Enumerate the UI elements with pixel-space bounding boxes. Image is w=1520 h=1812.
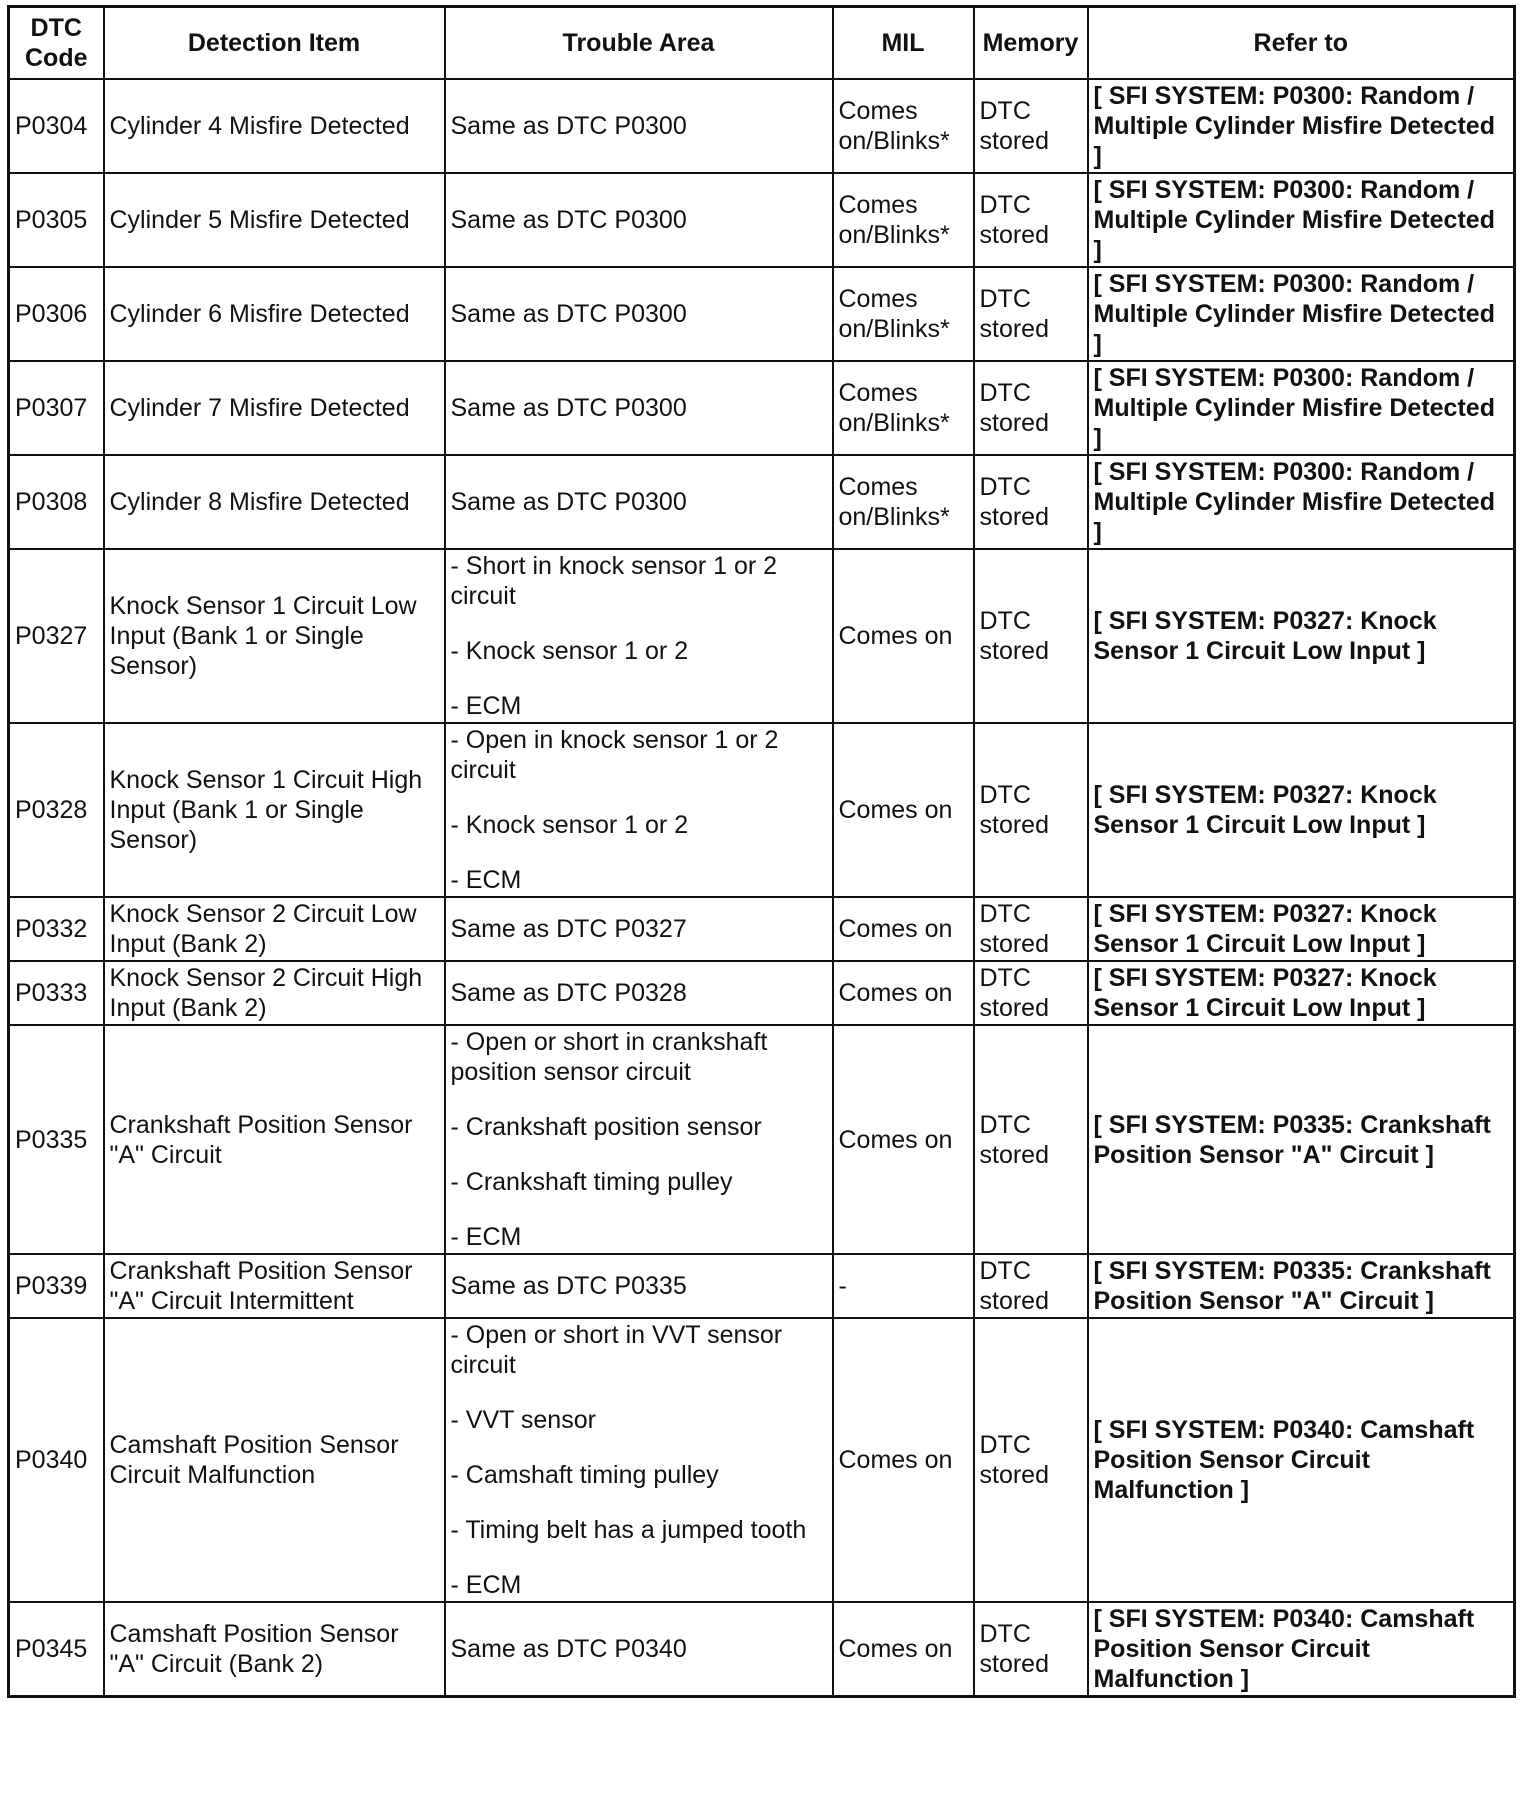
mil-cell: Comes on bbox=[833, 1318, 974, 1602]
refer-to-cell: [ SFI SYSTEM: P0300: Random / Multiple Cylinder Misfire Detected ] bbox=[1088, 267, 1515, 361]
mil-cell: Comes on bbox=[833, 723, 974, 897]
mil-cell: - bbox=[833, 1254, 974, 1318]
dtc-code-cell: P0335 bbox=[9, 1025, 104, 1254]
dtc-code-cell: P0340 bbox=[9, 1318, 104, 1602]
table-row bbox=[9, 897, 1515, 961]
memory-cell: DTC stored bbox=[974, 267, 1088, 361]
trouble-area-cell bbox=[445, 267, 833, 361]
trouble-area-line: - ECM bbox=[450, 1223, 522, 1251]
table-row bbox=[9, 267, 1515, 361]
detection-item-cell: Cylinder 5 Misfire Detected bbox=[104, 173, 445, 267]
detection-item-cell: Knock Sensor 2 Circuit Low Input (Bank 2) bbox=[104, 897, 445, 961]
mil-cell: Comes on/Blinks* bbox=[833, 455, 974, 549]
trouble-area-line: - Open in knock sensor 1 or 2 circuit bbox=[450, 726, 779, 784]
table-row bbox=[9, 1025, 1515, 1254]
mil-cell: Comes on bbox=[833, 897, 974, 961]
trouble-area-cell bbox=[445, 173, 833, 267]
trouble-area-cell bbox=[445, 455, 833, 549]
dtc-code-cell: P0332 bbox=[9, 897, 104, 961]
header-refer-to: Refer to bbox=[1088, 7, 1515, 80]
memory-cell: DTC stored bbox=[974, 1602, 1088, 1697]
table-row bbox=[9, 1318, 1515, 1602]
detection-item-cell: Crankshaft Position Sensor "A" Circuit Intermittent bbox=[104, 1254, 445, 1318]
memory-cell: DTC stored bbox=[974, 1254, 1088, 1318]
trouble-area-line: Same as DTC P0340 bbox=[450, 1635, 687, 1663]
table-row bbox=[9, 723, 1515, 897]
table-row bbox=[9, 1254, 1515, 1318]
dtc-code-cell: P0339 bbox=[9, 1254, 104, 1318]
trouble-area-line: Same as DTC P0300 bbox=[450, 206, 687, 234]
refer-to-cell: [ SFI SYSTEM: P0300: Random / Multiple Cylinder Misfire Detected ] bbox=[1088, 79, 1515, 173]
dtc-code-cell: P0306 bbox=[9, 267, 104, 361]
dtc-code-cell: P0333 bbox=[9, 961, 104, 1025]
trouble-area-line: - Short in knock sensor 1 or 2 circuit bbox=[450, 552, 778, 610]
detection-item-cell: Cylinder 6 Misfire Detected bbox=[104, 267, 445, 361]
trouble-area-line: - ECM bbox=[450, 1571, 522, 1599]
mil-cell: Comes on bbox=[833, 549, 974, 723]
mil-cell: Comes on/Blinks* bbox=[833, 173, 974, 267]
mil-cell: Comes on/Blinks* bbox=[833, 267, 974, 361]
memory-cell: DTC stored bbox=[974, 361, 1088, 455]
refer-to-cell: [ SFI SYSTEM: P0327: Knock Sensor 1 Circuit Low Input ] bbox=[1088, 961, 1515, 1025]
detection-item-cell: Camshaft Position Sensor Circuit Malfunction bbox=[104, 1318, 445, 1602]
trouble-area-cell bbox=[445, 897, 833, 961]
memory-cell: DTC stored bbox=[974, 961, 1088, 1025]
dtc-code-cell: P0345 bbox=[9, 1602, 104, 1697]
dtc-code-cell: P0305 bbox=[9, 173, 104, 267]
memory-cell: DTC stored bbox=[974, 79, 1088, 173]
trouble-area-line: - VVT sensor bbox=[450, 1406, 596, 1434]
detection-item-cell: Knock Sensor 1 Circuit High Input (Bank 1 or Single Sensor) bbox=[104, 723, 445, 897]
detection-item-cell: Knock Sensor 2 Circuit High Input (Bank 2) bbox=[104, 961, 445, 1025]
header-mil: MIL bbox=[833, 7, 974, 80]
trouble-area-line: Same as DTC P0328 bbox=[450, 979, 687, 1007]
trouble-area-line: - Open or short in crankshaft position sensor circuit bbox=[450, 1028, 768, 1086]
trouble-area-line: - Knock sensor 1 or 2 bbox=[450, 811, 689, 839]
mil-cell: Comes on/Blinks* bbox=[833, 361, 974, 455]
refer-to-cell: [ SFI SYSTEM: P0300: Random / Multiple Cylinder Misfire Detected ] bbox=[1088, 455, 1515, 549]
trouble-area-line: - Camshaft timing pulley bbox=[450, 1461, 719, 1489]
mil-cell: Comes on bbox=[833, 961, 974, 1025]
trouble-area-cell bbox=[445, 549, 833, 723]
dtc-code-cell: P0307 bbox=[9, 361, 104, 455]
refer-to-cell: [ SFI SYSTEM: P0300: Random / Multiple Cylinder Misfire Detected ] bbox=[1088, 173, 1515, 267]
memory-cell: DTC stored bbox=[974, 723, 1088, 897]
table-row bbox=[9, 361, 1515, 455]
dtc-table-container bbox=[7, 5, 1513, 1698]
refer-to-cell: [ SFI SYSTEM: P0340: Camshaft Position Sensor Circuit Malfunction ] bbox=[1088, 1602, 1515, 1697]
detection-item-cell: Knock Sensor 1 Circuit Low Input (Bank 1 or Single Sensor) bbox=[104, 549, 445, 723]
trouble-area-line: - Timing belt has a jumped tooth bbox=[450, 1516, 807, 1544]
trouble-area-cell bbox=[445, 1254, 833, 1318]
detection-item-cell: Crankshaft Position Sensor "A" Circuit bbox=[104, 1025, 445, 1254]
table-row bbox=[9, 549, 1515, 723]
table-header-row bbox=[9, 7, 1515, 80]
trouble-area-cell bbox=[445, 1025, 833, 1254]
table-row bbox=[9, 455, 1515, 549]
trouble-area-cell bbox=[445, 361, 833, 455]
table-row bbox=[9, 1602, 1515, 1697]
trouble-area-line: Same as DTC P0327 bbox=[450, 915, 687, 943]
refer-to-cell: [ SFI SYSTEM: P0340: Camshaft Position Sensor Circuit Malfunction ] bbox=[1088, 1318, 1515, 1602]
table-row bbox=[9, 79, 1515, 173]
dtc-code-cell: P0304 bbox=[9, 79, 104, 173]
refer-to-cell: [ SFI SYSTEM: P0300: Random / Multiple Cylinder Misfire Detected ] bbox=[1088, 361, 1515, 455]
detection-item-cell: Cylinder 7 Misfire Detected bbox=[104, 361, 445, 455]
header-memory: Memory bbox=[974, 7, 1088, 80]
detection-item-cell: Camshaft Position Sensor "A" Circuit (Bank 2) bbox=[104, 1602, 445, 1697]
detection-item-cell: Cylinder 8 Misfire Detected bbox=[104, 455, 445, 549]
trouble-area-line: - Open or short in VVT sensor circuit bbox=[450, 1321, 783, 1379]
trouble-area-cell bbox=[445, 1602, 833, 1697]
refer-to-cell: [ SFI SYSTEM: P0335: Crankshaft Position Sensor "A" Circuit ] bbox=[1088, 1254, 1515, 1318]
memory-cell: DTC stored bbox=[974, 173, 1088, 267]
trouble-area-line: Same as DTC P0300 bbox=[450, 300, 687, 328]
memory-cell: DTC stored bbox=[974, 1318, 1088, 1602]
header-trouble-area: Trouble Area bbox=[445, 7, 833, 80]
dtc-code-cell: P0308 bbox=[9, 455, 104, 549]
trouble-area-line: Same as DTC P0300 bbox=[450, 112, 687, 140]
trouble-area-line: Same as DTC P0335 bbox=[450, 1272, 687, 1300]
refer-to-cell: [ SFI SYSTEM: P0327: Knock Sensor 1 Circuit Low Input ] bbox=[1088, 549, 1515, 723]
refer-to-cell: [ SFI SYSTEM: P0327: Knock Sensor 1 Circuit Low Input ] bbox=[1088, 897, 1515, 961]
trouble-area-line: - ECM bbox=[450, 692, 522, 720]
trouble-area-line: - Crankshaft position sensor bbox=[450, 1113, 762, 1141]
trouble-area-line: Same as DTC P0300 bbox=[450, 488, 687, 516]
refer-to-cell: [ SFI SYSTEM: P0335: Crankshaft Position Sensor "A" Circuit ] bbox=[1088, 1025, 1515, 1254]
header-dtc-code: DTC Code bbox=[9, 7, 104, 80]
dtc-code-cell: P0327 bbox=[9, 549, 104, 723]
trouble-area-cell bbox=[445, 79, 833, 173]
memory-cell: DTC stored bbox=[974, 549, 1088, 723]
memory-cell: DTC stored bbox=[974, 1025, 1088, 1254]
header-detection-item: Detection Item bbox=[104, 7, 445, 80]
trouble-area-cell bbox=[445, 1318, 833, 1602]
memory-cell: DTC stored bbox=[974, 897, 1088, 961]
trouble-area-line: Same as DTC P0300 bbox=[450, 394, 687, 422]
trouble-area-line: - Crankshaft timing pulley bbox=[450, 1168, 733, 1196]
trouble-area-line: - Knock sensor 1 or 2 bbox=[450, 637, 689, 665]
dtc-table bbox=[7, 5, 1516, 1698]
mil-cell: Comes on/Blinks* bbox=[833, 79, 974, 173]
table-row bbox=[9, 173, 1515, 267]
refer-to-cell: [ SFI SYSTEM: P0327: Knock Sensor 1 Circuit Low Input ] bbox=[1088, 723, 1515, 897]
trouble-area-line: - ECM bbox=[450, 866, 522, 894]
trouble-area-cell bbox=[445, 723, 833, 897]
mil-cell: Comes on bbox=[833, 1602, 974, 1697]
trouble-area-cell bbox=[445, 961, 833, 1025]
detection-item-cell: Cylinder 4 Misfire Detected bbox=[104, 79, 445, 173]
table-row bbox=[9, 961, 1515, 1025]
dtc-code-cell: P0328 bbox=[9, 723, 104, 897]
mil-cell: Comes on bbox=[833, 1025, 974, 1254]
memory-cell: DTC stored bbox=[974, 455, 1088, 549]
